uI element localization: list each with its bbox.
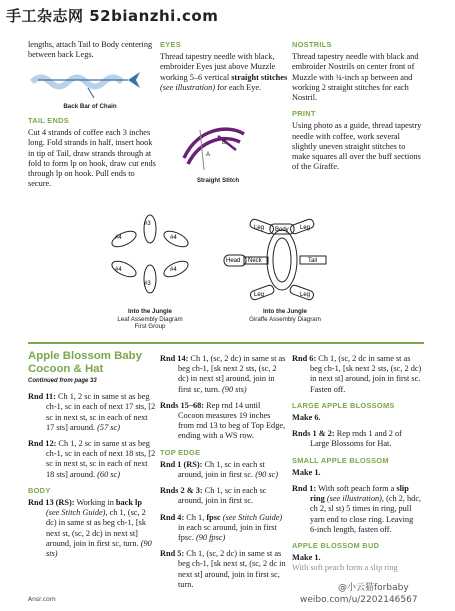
small-blossom-title: SMALL APPLE BLOSSOM xyxy=(292,455,389,465)
eyes-text-a: Thread tapestry needle with black, embroider Eyes just above Muzzle working 5–6 vertical xyxy=(160,52,276,82)
rnd-11 xyxy=(28,392,156,433)
small-rnd-1-text-d: , (ch 2, hdc, ch 2, sl st) 5 times in ring, pull yarn end to close ring. Leaving 6-inch length, fasten off. xyxy=(310,494,422,534)
eyes-title: EYES xyxy=(160,40,181,49)
giraffe-tail-label: Tail xyxy=(308,258,318,264)
leaf-label-lower-right: #4 xyxy=(170,267,177,273)
watermark-handle: @小云猫forbaby xyxy=(338,583,409,593)
top-rnd-4-label: Rnd 4: xyxy=(160,512,185,522)
rnd-13 xyxy=(28,498,156,559)
nostrils-text: Thread tapestry needle with black and embroider Nostrils on center front of Muzzle with ¾-inch sp between and working 2 straight stitches for each Nostril. xyxy=(292,52,419,103)
top-rnd-6 xyxy=(292,354,422,395)
small-rnd-1-label: Rnd 1: xyxy=(292,484,317,494)
leaf-label-top: #3 xyxy=(144,221,151,227)
straight-stitch-illustration xyxy=(178,120,258,172)
rnd-11-count: (57 sc) xyxy=(95,422,120,432)
top-rnd-1-text: Ch 1, sc in each st around, join in first sc. xyxy=(178,459,265,480)
rnd-11-text: Ch 1, 2 sc in same st as beg ch-1, sc in each of next 17 sts, [2 sc in next st, sc in each of next 17 sts] around. xyxy=(46,392,156,432)
rnd-15-68-text: Rep rnd 14 until Cocoon measures 19 inches from rnd 13 to beg of Top Edge, ending with a WS row. xyxy=(178,400,286,441)
top-rnd-5-label: Rnd 5: xyxy=(160,549,185,559)
leaf-caption-sub1: Leaf Assembly Diagram xyxy=(117,315,183,323)
eyes-text xyxy=(160,52,288,93)
rnd-12-text: Ch 1, 2 sc in same st as beg ch-1, sc in each of next 18 sts, [2 sc in next st, sc in each of next 18 sts] around. xyxy=(46,439,156,479)
top-rnd-6-text: Ch 1, (sc, 2 dc in same st as beg ch-1, [sk next 2 sts, (sc, 2 dc) in next st] around, join in first sc. Fasten off. xyxy=(310,354,422,394)
rnd-14-count: (90 sts) xyxy=(219,384,247,394)
leaf-label-lower-left: #4 xyxy=(115,267,122,273)
nostrils-section xyxy=(292,40,422,172)
body-title: BODY xyxy=(28,485,51,495)
large-rnds-1-2-text: Rep rnds 1 and 2 of Large Blossoms for Hat. xyxy=(310,429,402,449)
stitch-label-a: A xyxy=(206,152,211,158)
large-blossoms-title: LARGE APPLE BLOSSOMS xyxy=(292,400,395,410)
rnd-13-text-d: , ch 1, (sc, 2 dc) in same st as beg ch-1, [sk next st, (sc, 2 dc) in next st] around, join in first sc, turn. xyxy=(46,508,146,548)
stitch-label-b: B xyxy=(222,140,227,146)
small-rnd-1 xyxy=(292,484,422,535)
leaf-diagram-caption xyxy=(95,308,205,331)
site-header xyxy=(0,0,455,30)
tail-ends-section xyxy=(28,116,156,189)
giraffe-leg-label-3: Leg xyxy=(254,292,265,298)
nostrils-title: NOSTRILS xyxy=(292,40,332,49)
tail-ends-text: Cut 4 strands of coffee each 3 inches long. Fold strands in half, insert hook in tip of Tail, draw strands through at fold to form lp on hook, draw cut ends through lp on hook. Pull ends to secure. xyxy=(28,128,156,189)
giraffe-leg-label-4: Leg xyxy=(300,292,311,298)
giraffe-caption-main: Into the Jungle xyxy=(263,308,307,315)
top-rnds-2-3-label: Rnds 2 & 3: xyxy=(160,486,203,496)
rnd-15-68 xyxy=(160,401,288,442)
giraffe-assembly-diagram xyxy=(222,212,342,304)
eyes-text-end: for each Eye. xyxy=(215,82,262,92)
pattern-title-line1: Apple Blossom Baby xyxy=(28,350,142,362)
tail-text: lengths, attach Tail to Body centering between back Legs. xyxy=(28,40,153,60)
rnd-15-68-label: Rnds 15–68: xyxy=(160,400,205,410)
small-rnd-1-text-bold: slip ring xyxy=(310,484,409,504)
rnd-13-count: (90 sts) xyxy=(46,538,152,559)
site-name: 手工杂志网 52bianzhi.com xyxy=(6,7,219,25)
rnd-11-label: Rnd 11: xyxy=(28,392,56,402)
pattern-title-line2: Cocoon & Hat xyxy=(28,363,104,375)
top-rnd-1-label: Rnd 1 (RS): xyxy=(160,459,203,469)
giraffe-leg-label-1: Leg xyxy=(254,225,265,231)
leaf-caption-sub2: First Group xyxy=(134,323,166,330)
rnd-12 xyxy=(28,439,156,480)
top-rnds-2-3 xyxy=(160,486,288,506)
eyes-text-italic: (see illustration) xyxy=(160,82,216,92)
top-rnd-5-text: Ch 1, (sc, 2 dc) in same st as beg ch-1, [sk next st, (sc, 2 dc in next st] around, join in first sc, turn. xyxy=(178,549,286,589)
leaf-label-upper-right: #4 xyxy=(170,235,177,241)
bud-title: APPLE BLOSSOM BUD xyxy=(292,541,380,551)
tail-ends-title: TAIL ENDS xyxy=(28,116,70,125)
section-divider xyxy=(28,342,424,344)
top-rnd-4-count: (90 fpsc) xyxy=(193,533,226,543)
chain-caption: Back Bar of Chain xyxy=(63,103,117,110)
giraffe-neck-label: Neck xyxy=(248,258,262,264)
bud-make-1: Make 1. xyxy=(292,553,321,563)
top-rnd-4-text-italic: (see Stitch Guide) xyxy=(220,512,283,522)
footer-left: Ansr.com xyxy=(28,596,56,603)
leaf-label-bottom: #3 xyxy=(144,281,151,287)
top-rnd-4-text-a: Ch 1, xyxy=(184,512,207,522)
straight-stitch-caption: Straight Stitch xyxy=(196,177,240,184)
print-title: PRINT xyxy=(292,109,316,119)
large-rnds-1-2 xyxy=(292,429,422,449)
giraffe-head-label: Head xyxy=(226,258,241,264)
small-rnd-1-text-a: With soft peach form a xyxy=(316,484,397,494)
print-text: Using photo as a guide, thread tapestry needle with coffee, work several slightly uneven straight stitches to make squares all over the buff sections of the Giraffe. xyxy=(292,121,422,172)
top-rnd-1-count: (90 sc) xyxy=(253,470,279,480)
bud-rnd-1-partial: With soft peach form a slip ring xyxy=(292,563,398,573)
leaf-caption-main: Into the Jungle xyxy=(128,308,172,315)
leaf-assembly-diagram xyxy=(95,205,205,310)
rnd-14-label: Rnd 14: xyxy=(160,354,189,363)
top-rnd-4-text-bold: fpsc xyxy=(206,512,221,522)
top-rnd-5 xyxy=(160,549,288,590)
rnd-13-label: Rnd 13 (RS): xyxy=(28,498,75,508)
rnd-12-label: Rnd 12: xyxy=(28,439,57,449)
chain-illustration xyxy=(28,62,158,102)
continued-note: Continued from page 33 xyxy=(28,378,97,384)
small-rnd-1-text-italic: (see illustration) xyxy=(324,494,382,504)
watermark-url: weibo.com/u/2202146567 xyxy=(300,595,418,605)
rnd-14 xyxy=(160,354,288,395)
rnd-14-text: Ch 1, (sc, 2 dc) in same st as beg ch-1, [sk next 2 sts, (sc, 2 dc) in next st] around, join in first sc, turn. xyxy=(178,354,286,394)
rnd-13-text-a: Working in xyxy=(74,498,116,508)
top-rnd-4 xyxy=(160,513,288,544)
rnd-13-text-italic: (see Stitch Guide) xyxy=(46,508,106,518)
make-6: Make 6. xyxy=(292,413,321,423)
rnd-13-text-bold: back lp xyxy=(115,498,142,508)
top-edge-title: TOP EDGE xyxy=(160,447,201,457)
make-1: Make 1. xyxy=(292,467,321,477)
top-rnd-1 xyxy=(160,460,288,480)
large-rnds-1-2-label: Rnds 1 & 2: xyxy=(292,429,335,439)
tail-section xyxy=(28,40,156,60)
giraffe-caption-sub: Giraffe Assembly Diagram xyxy=(249,315,321,323)
pattern-column-1 xyxy=(28,350,156,565)
eyes-text-bold: straight stitches xyxy=(231,72,288,82)
giraffe-diagram-caption xyxy=(230,308,340,323)
top-rnds-2-3-text: Ch 1, sc in each sc around, join in first sc. xyxy=(178,486,267,506)
leaf-label-upper-left: #4 xyxy=(115,235,122,241)
rnd-12-count: (60 sc) xyxy=(95,469,120,479)
pattern-column-3 xyxy=(292,354,422,574)
giraffe-leg-label-2: Leg xyxy=(300,225,311,231)
top-rnd-6-label: Rnd 6: xyxy=(292,354,317,363)
top-rnd-4-text-d: in each sc around, join in first fpsc. xyxy=(178,522,277,543)
giraffe-body-label: Body xyxy=(275,227,289,233)
eyes-section xyxy=(160,40,288,93)
pattern-column-2 xyxy=(160,354,288,596)
